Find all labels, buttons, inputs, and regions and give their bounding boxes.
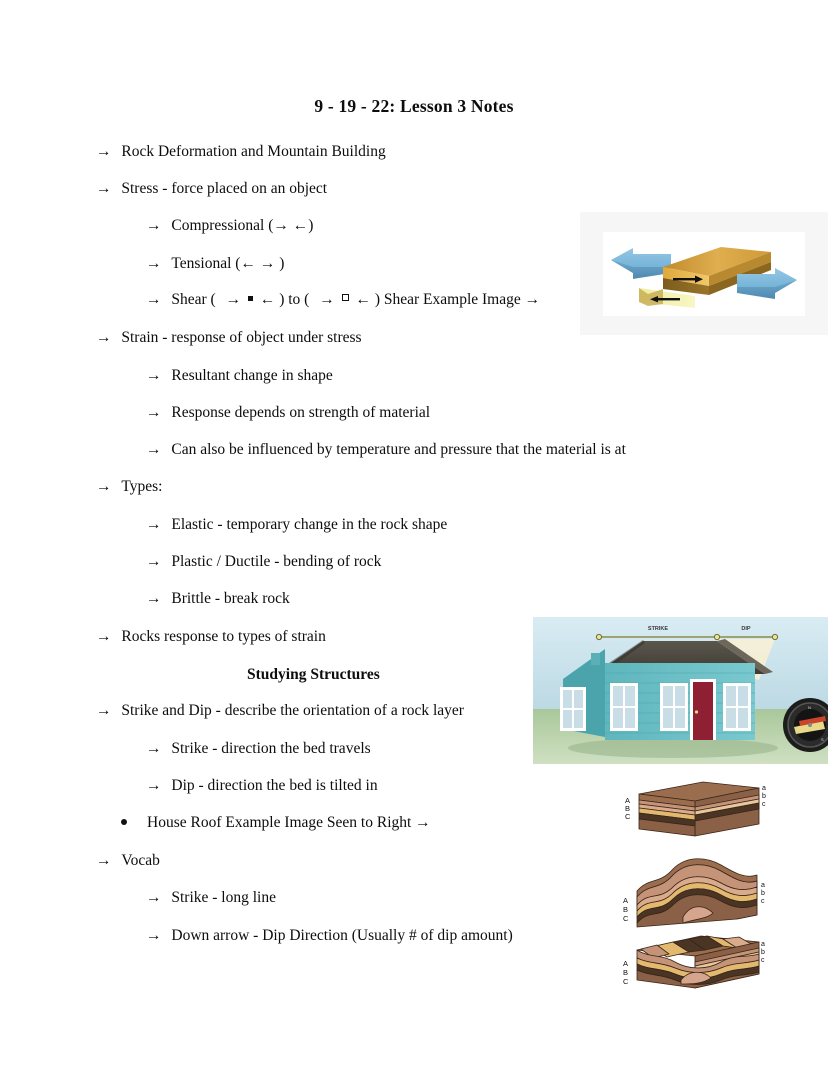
outline-item-down-arrow-dip bbox=[146, 928, 513, 944]
arrow-marker-icon: → bbox=[146, 516, 162, 533]
arrow-marker-icon: → bbox=[96, 702, 112, 719]
arrow-marker-icon: → bbox=[146, 441, 162, 458]
arrow-marker-icon: → bbox=[146, 255, 162, 272]
eroded-anticline-block-figure bbox=[611, 930, 771, 992]
block-labels-right bbox=[761, 941, 765, 964]
shear-stress-image bbox=[603, 232, 805, 316]
horizontal-strata-block-figure bbox=[611, 778, 771, 844]
outline-item-compressional bbox=[146, 218, 313, 234]
outline-item-text: Elastic - temporary change in the rock shape bbox=[171, 516, 448, 533]
outline-item-text: Strike - long line bbox=[171, 889, 276, 906]
anticline-fold-block-image bbox=[611, 857, 771, 933]
shear-stress-figure bbox=[580, 212, 828, 335]
svg-text:A: A bbox=[623, 896, 629, 905]
outline-item-text: Dip - direction the bed is tilted in bbox=[171, 777, 378, 794]
svg-text:S: S bbox=[821, 737, 824, 742]
front-door bbox=[690, 679, 716, 740]
house-shadow bbox=[568, 738, 778, 758]
outline-item-stress bbox=[96, 181, 327, 197]
outline-item-text: Shear ( bbox=[171, 291, 216, 308]
outline-item-text: Response depends on strength of material bbox=[171, 404, 431, 421]
svg-text:b: b bbox=[761, 949, 765, 956]
outline-item-text: Rock Deformation and Mountain Building bbox=[121, 143, 386, 160]
block-labels-left bbox=[625, 796, 631, 821]
outline-item-text: Compressional ( bbox=[171, 217, 274, 234]
arrow-marker-icon: → bbox=[146, 217, 162, 234]
svg-text:B: B bbox=[625, 804, 631, 813]
outline-item-elastic bbox=[146, 517, 447, 533]
outline-item-temperature-pressure bbox=[146, 442, 626, 458]
eroded-anticline-block-image bbox=[611, 930, 771, 992]
outline-item-dip-direction bbox=[146, 778, 378, 794]
outline-item-rocks-response bbox=[96, 629, 326, 645]
outline-item-text: Can also be influenced by temperature and pressure that the material is at bbox=[171, 441, 626, 458]
outline-item-text: Stress - force placed on an object bbox=[121, 180, 328, 197]
outline-item-text-arrows: → ←) bbox=[273, 217, 314, 234]
outline-item-tensional bbox=[146, 256, 284, 272]
arrow-marker-icon: → bbox=[146, 590, 162, 607]
outline-item-text: Plastic / Ductile - bending of rock bbox=[171, 553, 382, 570]
arrow-right-icon: → bbox=[319, 291, 335, 308]
outline-item-response-strength bbox=[146, 405, 430, 421]
arrow-marker-icon: → bbox=[96, 628, 112, 645]
outline-item-house-roof-example bbox=[121, 815, 431, 831]
open-square-icon bbox=[342, 294, 349, 301]
anticline-fold-block-figure bbox=[611, 857, 771, 933]
svg-text:a: a bbox=[761, 882, 765, 889]
block-labels-right bbox=[761, 882, 765, 905]
filled-square-icon bbox=[248, 296, 253, 301]
outline-item-text: Resultant change in shape bbox=[171, 367, 333, 384]
horizontal-strata-block-image bbox=[611, 778, 771, 844]
outline-item-shear bbox=[146, 292, 540, 308]
house-strike-dip-image bbox=[533, 617, 828, 764]
bullet-dot-icon bbox=[121, 819, 127, 825]
svg-text:c: c bbox=[761, 898, 765, 905]
strike-label: STRIKE bbox=[647, 626, 669, 632]
outline-item-text: Tensional ( bbox=[171, 255, 241, 272]
outline-item-text: Strain - response of object under stress bbox=[121, 329, 362, 346]
svg-text:a: a bbox=[761, 941, 765, 948]
block-labels-left bbox=[623, 959, 629, 986]
svg-text:c: c bbox=[761, 957, 765, 964]
vent bbox=[591, 653, 600, 665]
outline-item-strain bbox=[96, 330, 362, 346]
arrow-marker-icon: → bbox=[146, 889, 162, 906]
outline-item-rock-deformation bbox=[96, 144, 386, 160]
outline-item-vocab bbox=[96, 853, 160, 869]
svg-text:B: B bbox=[623, 968, 629, 977]
outline-item-text: Types: bbox=[121, 478, 163, 495]
page-title: 9 - 19 - 22: Lesson 3 Notes bbox=[314, 96, 514, 116]
block-labels-right bbox=[762, 785, 766, 808]
outline-item-text-mid: ← ) to ( bbox=[259, 291, 310, 308]
section-heading-studying-structures: Studying Structures bbox=[247, 666, 380, 683]
outline-item-text: Strike - direction the bed travels bbox=[171, 740, 371, 757]
block-labels-left bbox=[623, 896, 629, 923]
arrow-marker-icon: → bbox=[146, 927, 162, 944]
svg-text:C: C bbox=[623, 977, 629, 986]
svg-text:A: A bbox=[625, 796, 631, 805]
arrow-marker-icon: → bbox=[146, 553, 162, 570]
svg-text:a: a bbox=[762, 785, 766, 792]
outline-item-text: Brittle - break rock bbox=[171, 590, 290, 607]
arrow-marker-icon: → bbox=[96, 180, 112, 197]
outline-item-text: Vocab bbox=[121, 852, 160, 869]
svg-text:A: A bbox=[623, 959, 629, 968]
arrow-marker-icon: → bbox=[146, 291, 162, 308]
outline-item-text: Strike and Dip - describe the orientation of a rock layer bbox=[121, 702, 464, 719]
arrow-marker-icon: → bbox=[96, 329, 112, 346]
outline-item-brittle bbox=[146, 591, 290, 607]
svg-text:B: B bbox=[623, 905, 629, 914]
svg-text:N: N bbox=[808, 705, 811, 710]
outline-item-plastic-ductile bbox=[146, 554, 381, 570]
outline-item-text: Rocks response to types of strain bbox=[121, 628, 326, 645]
outline-item-resultant-change bbox=[146, 368, 333, 384]
arrow-marker-icon: → bbox=[146, 740, 162, 757]
svg-text:C: C bbox=[623, 914, 629, 923]
dip-label: DIP bbox=[741, 626, 751, 632]
outline-item-text: Down arrow - Dip Direction (Usually # of dip amount) bbox=[171, 927, 513, 944]
svg-text:b: b bbox=[762, 793, 766, 800]
svg-text:b: b bbox=[761, 890, 765, 897]
outline-item-strike-and-dip bbox=[96, 703, 464, 719]
svg-text:C: C bbox=[625, 812, 631, 821]
svg-text:c: c bbox=[762, 801, 766, 808]
arrow-marker-icon: → bbox=[146, 367, 162, 384]
house-strike-dip-figure bbox=[533, 617, 828, 764]
outline-item-strike-direction bbox=[146, 741, 371, 757]
arrow-marker-icon: → bbox=[96, 478, 112, 495]
arrow-marker-icon: → bbox=[146, 404, 162, 421]
outline-item-types bbox=[96, 479, 162, 495]
arrow-right-icon: → bbox=[225, 291, 242, 308]
outline-item-text-arrows: ← → ) bbox=[240, 255, 285, 272]
arrow-marker-icon: → bbox=[96, 143, 112, 160]
shear-arrow-left-icon bbox=[611, 248, 671, 279]
arrow-marker-icon: → bbox=[96, 852, 112, 869]
outline-item-text-end: ← ) Shear Example Image → bbox=[355, 291, 541, 308]
arrow-marker-icon: → bbox=[146, 777, 162, 794]
outline-item-text: House Roof Example Image Seen to Right → bbox=[147, 814, 431, 831]
outline-item-strike-long-line bbox=[146, 890, 276, 906]
